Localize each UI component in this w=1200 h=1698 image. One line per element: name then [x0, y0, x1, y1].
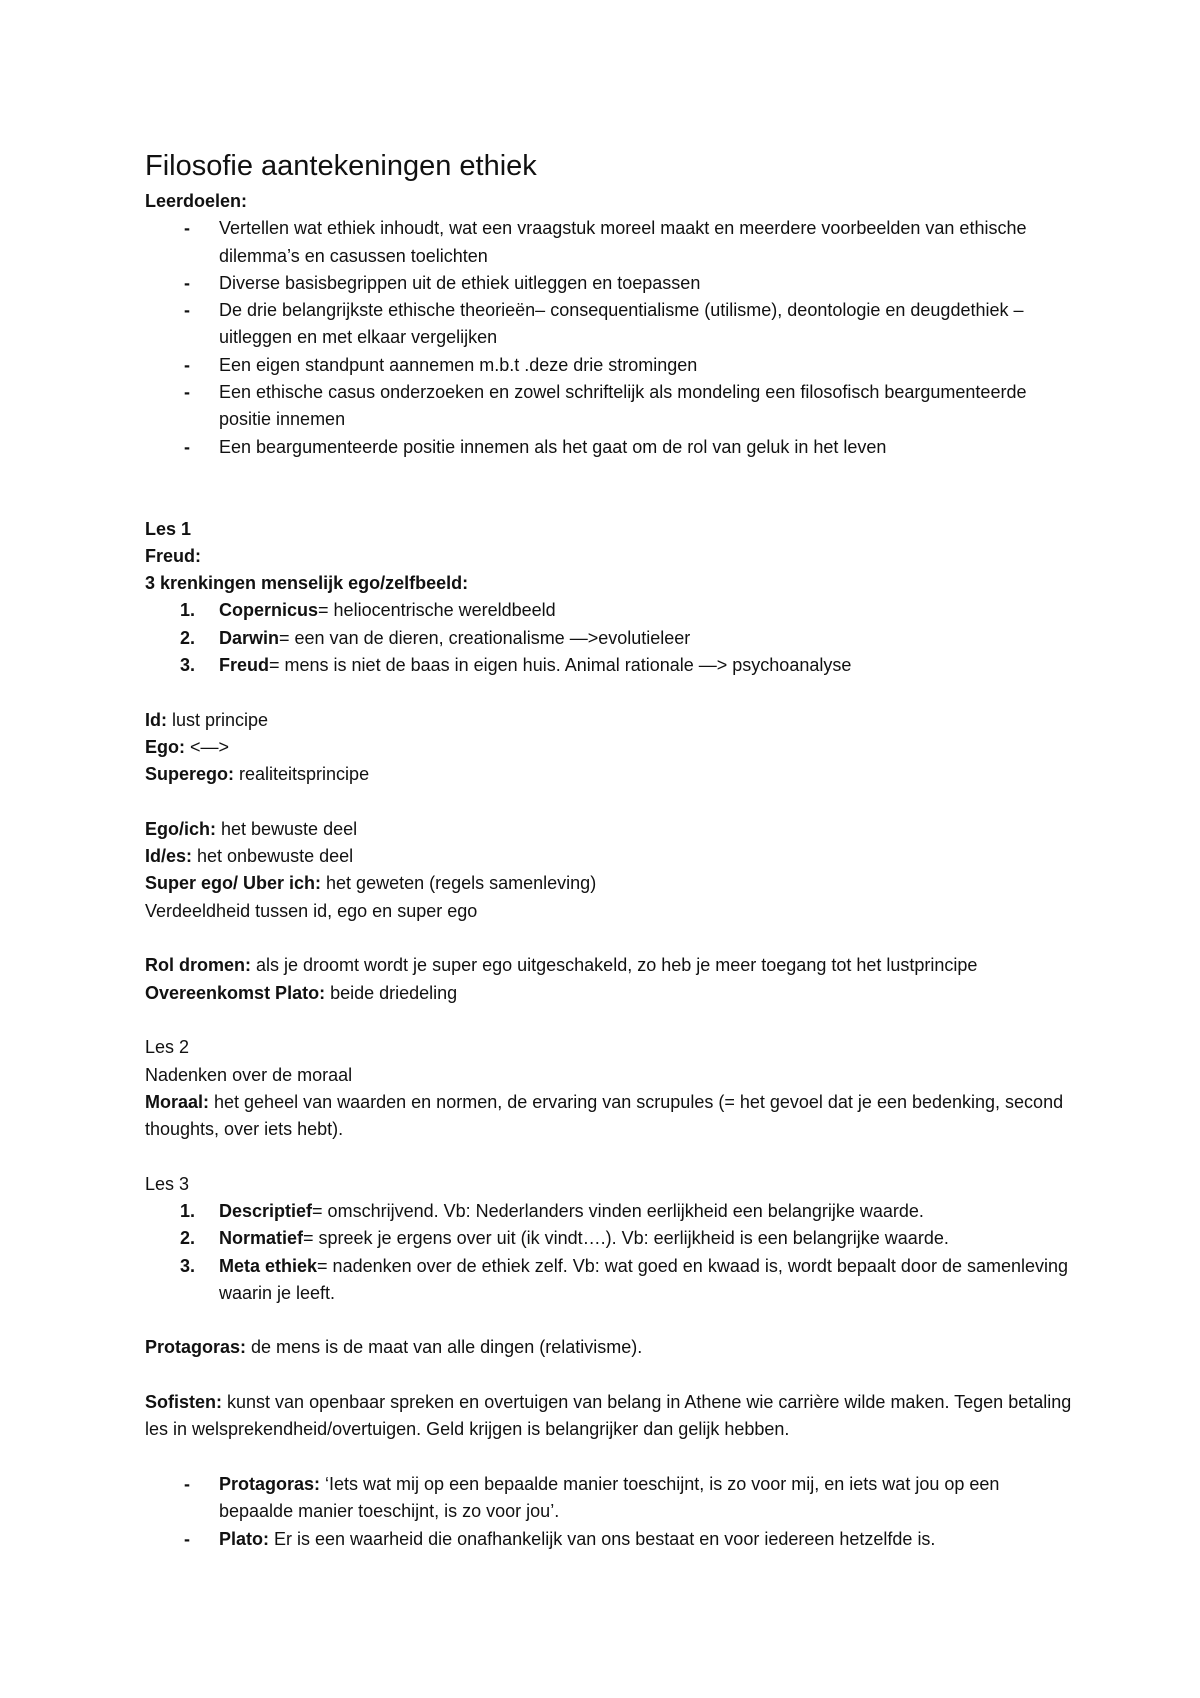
- document-body: [145, 146, 1075, 1553]
- list-item: 3. Meta ethiek= nadenken over de ethiek zelf. Vb: wat goed en kwaad is, wordt bepaalt door de samenleving waarin je leeft.: [180, 1255, 1069, 1303]
- list-item: - Een eigen standpunt aannemen m.b.t .deze drie stromingen: [145, 352, 1075, 379]
- list-item: 2. Darwin= een van de dieren, creationalisme —>evolutieleer: [180, 627, 691, 648]
- overeenkomst-line: Overeenkomst Plato: beide driedeling: [145, 982, 458, 1003]
- list-item: 1. Copernicus= heliocentrische wereldbeeld: [180, 600, 556, 621]
- dash-marker: -: [184, 272, 190, 293]
- list-item: 1. Descriptief= omschrijvend. Vb: Nederlanders vinden eerlijkheid een belangrijke waarde.: [180, 1200, 924, 1221]
- krenkingen-heading: 3 krenkingen menselijk ego/zelfbeeld:: [145, 573, 469, 594]
- definition-line: Ego: <—>: [145, 736, 230, 757]
- rol-dromen-paragraph: Rol dromen: als je droomt wordt je super ego uitgeschakeld, zo heb je meer toegang tot het lustprincipe: [145, 955, 978, 976]
- definition-line: Id: lust principe: [145, 709, 269, 730]
- dash-marker: -: [184, 1473, 190, 1494]
- krenkingen-list: [145, 597, 1075, 679]
- protagoras-paragraph: Protagoras: de mens is de maat van alle dingen (relativisme).: [145, 1337, 643, 1358]
- list-item: - Vertellen wat ethiek inhoudt, wat een vraagstuk moreel maakt en meerdere voorbeelden van ethische dilemma’s en casussen toelichten: [145, 215, 1075, 270]
- sofisten-paragraph: Sofisten: kunst van openbaar spreken en overtuigen van belang in Athene wie carrière wilde maken. Tegen betaling les in welsprekendheid/overtuigen. Geld krijgen is belangrijker dan gelijk hebben.: [145, 1392, 1072, 1440]
- verdeeldheid-line: Verdeeldheid tussen id, ego en super ego: [145, 900, 478, 921]
- definition-line: Superego: realiteitsprincipe: [145, 764, 370, 785]
- dash-marker: -: [184, 1528, 190, 1549]
- list-item: - Diverse basisbegrippen uit de ethiek uitleggen en toepassen: [145, 270, 1075, 297]
- dash-marker: -: [184, 436, 190, 457]
- freud-heading: Freud:: [145, 545, 201, 566]
- les1-heading: Les 1: [145, 518, 192, 539]
- les3-heading: Les 3: [145, 1173, 190, 1194]
- definition-line: Super ego/ Uber ich: het geweten (regels samenleving): [145, 873, 597, 894]
- list-item: - Plato: Er is een waarheid die onafhankelijk van ons bestaat en voor iedereen hetzelfde is.: [145, 1526, 1075, 1553]
- dash-marker: -: [184, 382, 190, 403]
- definition-line: Ego/ich: het bewuste deel: [145, 818, 358, 839]
- moraal-paragraph: Moraal: het geheel van waarden en normen, de ervaring van scrupules (= het gevoel dat je een bedenking, second thoughts, over iets hebt).: [145, 1091, 1064, 1140]
- page-title: Filosofie aantekeningen ethiek: [145, 150, 537, 182]
- ethiek-types-list: [145, 1198, 1075, 1307]
- les2-heading: Les 2: [145, 1037, 190, 1058]
- dash-marker: -: [184, 218, 190, 239]
- quotes-list: [145, 1471, 1075, 1553]
- list-item: - Een ethische casus onderzoeken en zowel schriftelijk als mondeling een filosofisch beargumenteerde positie innemen: [145, 379, 1075, 434]
- les2-line: Nadenken over de moraal: [145, 1064, 353, 1085]
- leerdoelen-list: [145, 215, 1075, 461]
- list-item: 2. Normatief= spreek je ergens over uit (ik vindt….). Vb: eerlijkheid is een belangrijke waarde.: [180, 1228, 949, 1249]
- dash-marker: -: [184, 354, 190, 375]
- list-item: - Protagoras: ‘Iets wat mij op een bepaalde manier toeschijnt, is zo voor mij, en iets wat jou op een bepaalde manier toeschijnt, is zo voor jou’.: [145, 1471, 1075, 1526]
- leerdoelen-heading: Leerdoelen:: [145, 191, 248, 211]
- list-item: 3. Freud= mens is niet de baas in eigen huis. Animal rationale —> psychoanalyse: [180, 655, 852, 676]
- dash-marker: -: [184, 300, 190, 321]
- list-item: - Een beargumenteerde positie innemen als het gaat om de rol van geluk in het leven: [145, 434, 1075, 461]
- definition-line: Id/es: het onbewuste deel: [145, 846, 354, 867]
- list-item: - De drie belangrijkste ethische theorieën– consequentialisme (utilisme), deontologie en deugdethiek – uitleggen en met elkaar vergelijken: [145, 297, 1075, 352]
